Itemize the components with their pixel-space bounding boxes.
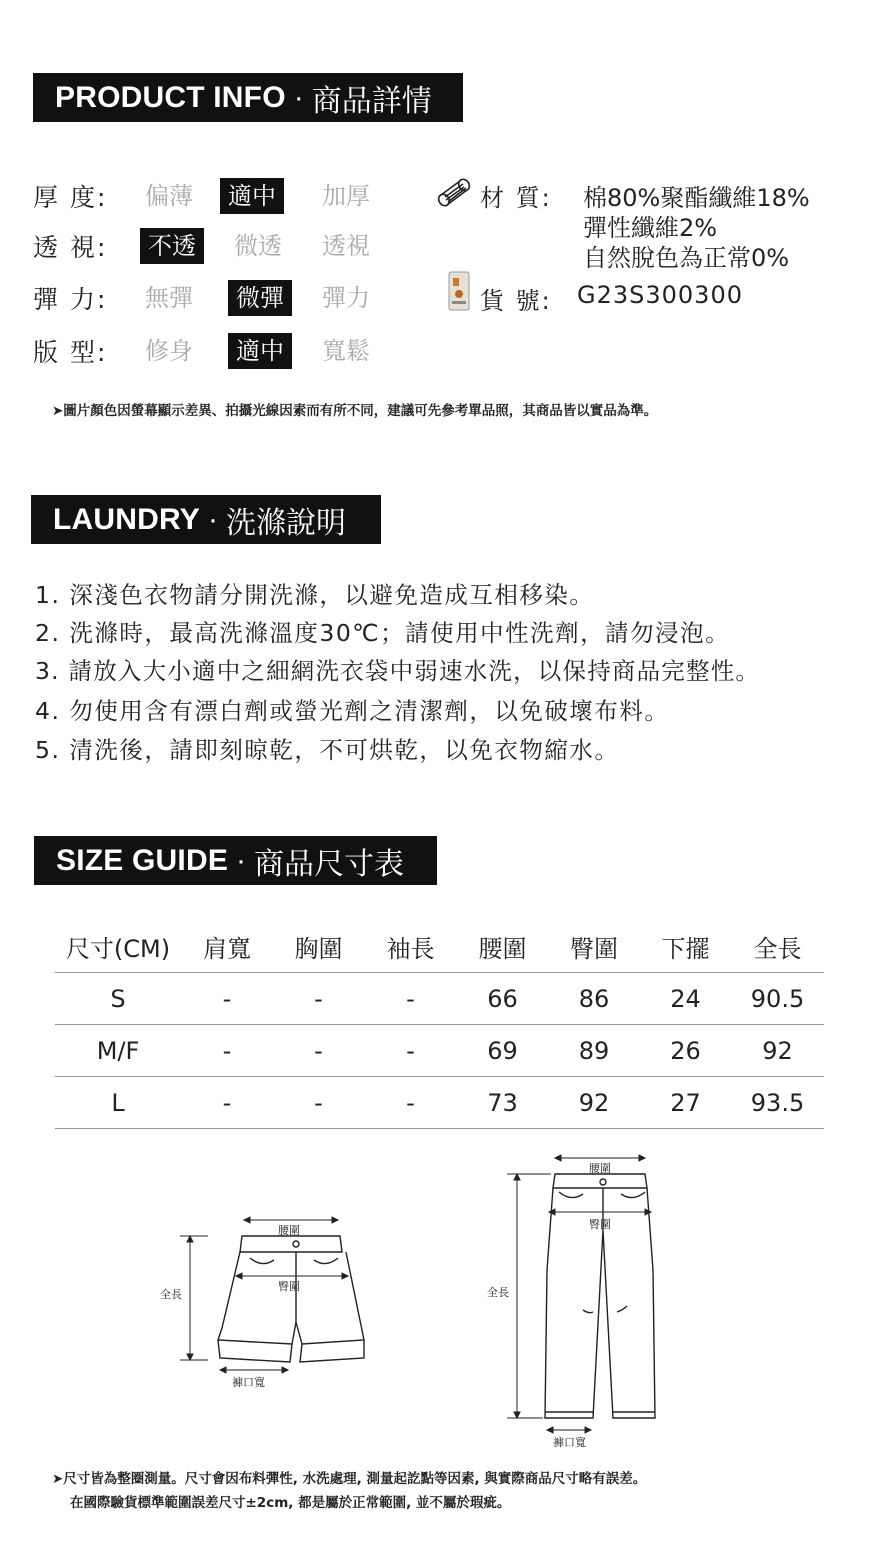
table-cell: 73 xyxy=(457,1077,548,1129)
laundry-item: 4. 勿使用含有漂白劑或螢光劑之清潔劑，以免破壞布料。 xyxy=(35,697,670,725)
column-header: 全長 xyxy=(731,920,824,973)
sku-value: G23S300300 xyxy=(577,281,743,309)
table-cell: 86 xyxy=(548,973,640,1025)
product-info-header-zh: 商品詳情 xyxy=(311,83,432,119)
diagram-label-length: 全長 xyxy=(487,1286,509,1299)
column-header: 腰圍 xyxy=(457,920,548,973)
material-line: 自然脫色為正常0% xyxy=(583,244,790,272)
column-header: 胸圍 xyxy=(273,920,364,973)
size-table-header-row xyxy=(55,920,824,973)
spec-label: 透 視: xyxy=(33,233,108,262)
table-cell: - xyxy=(273,1025,364,1077)
sku-label: 貨 號: xyxy=(480,287,552,315)
spec-option-selected: 適中 xyxy=(220,178,284,214)
size-guide-header-en: SIZE GUIDE xyxy=(56,843,229,877)
spec-row-stretch xyxy=(33,278,140,318)
laundry-header-zh: 洗滌說明 xyxy=(225,505,346,541)
table-row xyxy=(55,1077,824,1129)
material-line: 彈性纖維2% xyxy=(583,214,718,242)
material-line: 棉80%聚酯纖維18% xyxy=(583,184,810,212)
table-cell: 93.5 xyxy=(731,1077,824,1129)
spec-label: 彈 力: xyxy=(33,285,108,314)
table-cell: - xyxy=(364,1025,457,1077)
diagram-label-waist: 腰圍 xyxy=(278,1224,300,1237)
table-cell: L xyxy=(55,1077,181,1129)
spec-option-selected: 適中 xyxy=(228,333,292,369)
spec-option: 修身 xyxy=(145,337,193,365)
table-cell: 92 xyxy=(731,1025,824,1077)
diagram-label-hem: 褲口寬 xyxy=(553,1436,586,1449)
size-guide-note-line: 在國際驗貨標準範圍誤差尺寸±2cm, 都是屬於正常範圍, 並不屬於瑕疵。 xyxy=(70,1495,511,1511)
diagram-label-hem: 褲口寬 xyxy=(232,1376,265,1389)
tag-label-icon xyxy=(447,270,471,316)
table-cell: 27 xyxy=(640,1077,731,1129)
laundry-item: 3. 請放入大小適中之細網洗衣袋中弱速水洗，以保持商品完整性。 xyxy=(35,657,761,685)
spec-option: 無彈 xyxy=(145,284,193,312)
table-cell: - xyxy=(181,1077,273,1129)
shorts-measurement-diagram xyxy=(150,1210,380,1395)
table-cell: 24 xyxy=(640,973,731,1025)
table-cell: 26 xyxy=(640,1025,731,1077)
laundry-header-en: LAUNDRY xyxy=(53,502,200,536)
product-info-header: PRODUCT INFO · 商品詳情 xyxy=(33,73,463,122)
spec-row-thickness xyxy=(33,176,140,216)
column-header: 下擺 xyxy=(640,920,731,973)
column-header: 肩寬 xyxy=(181,920,273,973)
spec-row-fit xyxy=(33,331,140,371)
column-header: 尺寸(CM) xyxy=(55,920,181,973)
diagram-label-waist: 腰圍 xyxy=(589,1162,611,1175)
diagram-label-hip: 臀圍 xyxy=(278,1280,300,1293)
spec-row-transparency xyxy=(33,226,140,266)
laundry-item: 2. 洗滌時，最高洗滌溫度30℃；請使用中性洗劑，請勿浸泡。 xyxy=(35,619,731,647)
spec-option: 偏薄 xyxy=(145,182,193,210)
table-cell: M/F xyxy=(55,1025,181,1077)
spec-label: 版 型: xyxy=(33,338,108,367)
laundry-item: 5. 清洗後，請即刻晾乾，不可烘乾，以免衣物縮水。 xyxy=(35,736,620,764)
material-label: 材 質: xyxy=(480,184,552,212)
spec-option-selected: 微彈 xyxy=(228,280,292,316)
diagram-label-length: 全長 xyxy=(160,1288,182,1301)
table-cell: - xyxy=(364,1077,457,1129)
table-cell: - xyxy=(181,973,273,1025)
table-cell: 89 xyxy=(548,1025,640,1077)
spec-option: 加厚 xyxy=(322,182,370,210)
size-guide-header-zh: 商品尺寸表 xyxy=(254,846,405,882)
spec-option: 透視 xyxy=(322,232,370,260)
table-row xyxy=(55,973,824,1025)
laundry-header: LAUNDRY · 洗滌說明 xyxy=(31,495,381,544)
table-cell: - xyxy=(181,1025,273,1077)
column-header: 袖長 xyxy=(364,920,457,973)
size-guide-note-line: ➤尺寸皆為整圈測量。尺寸會因布料彈性, 水洗處理, 測量起訖點等因素, 與實際商品尺寸略有誤差。 xyxy=(52,1471,647,1487)
table-cell: 90.5 xyxy=(731,973,824,1025)
size-table xyxy=(55,920,824,1129)
spec-option: 寬鬆 xyxy=(322,337,370,365)
table-cell: S xyxy=(55,973,181,1025)
spec-option: 彈力 xyxy=(322,284,370,312)
pants-measurement-diagram xyxy=(485,1150,685,1455)
laundry-item: 1. 深淺色衣物請分開洗滌，以避免造成互相移染。 xyxy=(35,581,595,609)
table-cell: 92 xyxy=(548,1077,640,1129)
column-header: 臀圍 xyxy=(548,920,640,973)
size-guide-header: SIZE GUIDE · 商品尺寸表 xyxy=(34,836,437,885)
thread-spool-icon xyxy=(436,176,474,212)
table-cell: - xyxy=(273,1077,364,1129)
table-cell: - xyxy=(273,973,364,1025)
spec-option: 微透 xyxy=(234,232,282,260)
table-cell: 69 xyxy=(457,1025,548,1077)
table-cell: - xyxy=(364,973,457,1025)
table-row xyxy=(55,1025,824,1077)
table-cell: 66 xyxy=(457,973,548,1025)
product-info-note: ➤圖片顏色因螢幕顯示差異、拍攝光線因素而有所不同，建議可先參考單品照，其商品皆以實品為準。 xyxy=(52,403,658,419)
spec-label: 厚 度: xyxy=(33,183,108,212)
spec-option-selected: 不透 xyxy=(140,228,204,264)
product-info-header-en: PRODUCT INFO xyxy=(55,80,286,114)
diagram-label-hip: 臀圍 xyxy=(589,1218,611,1231)
